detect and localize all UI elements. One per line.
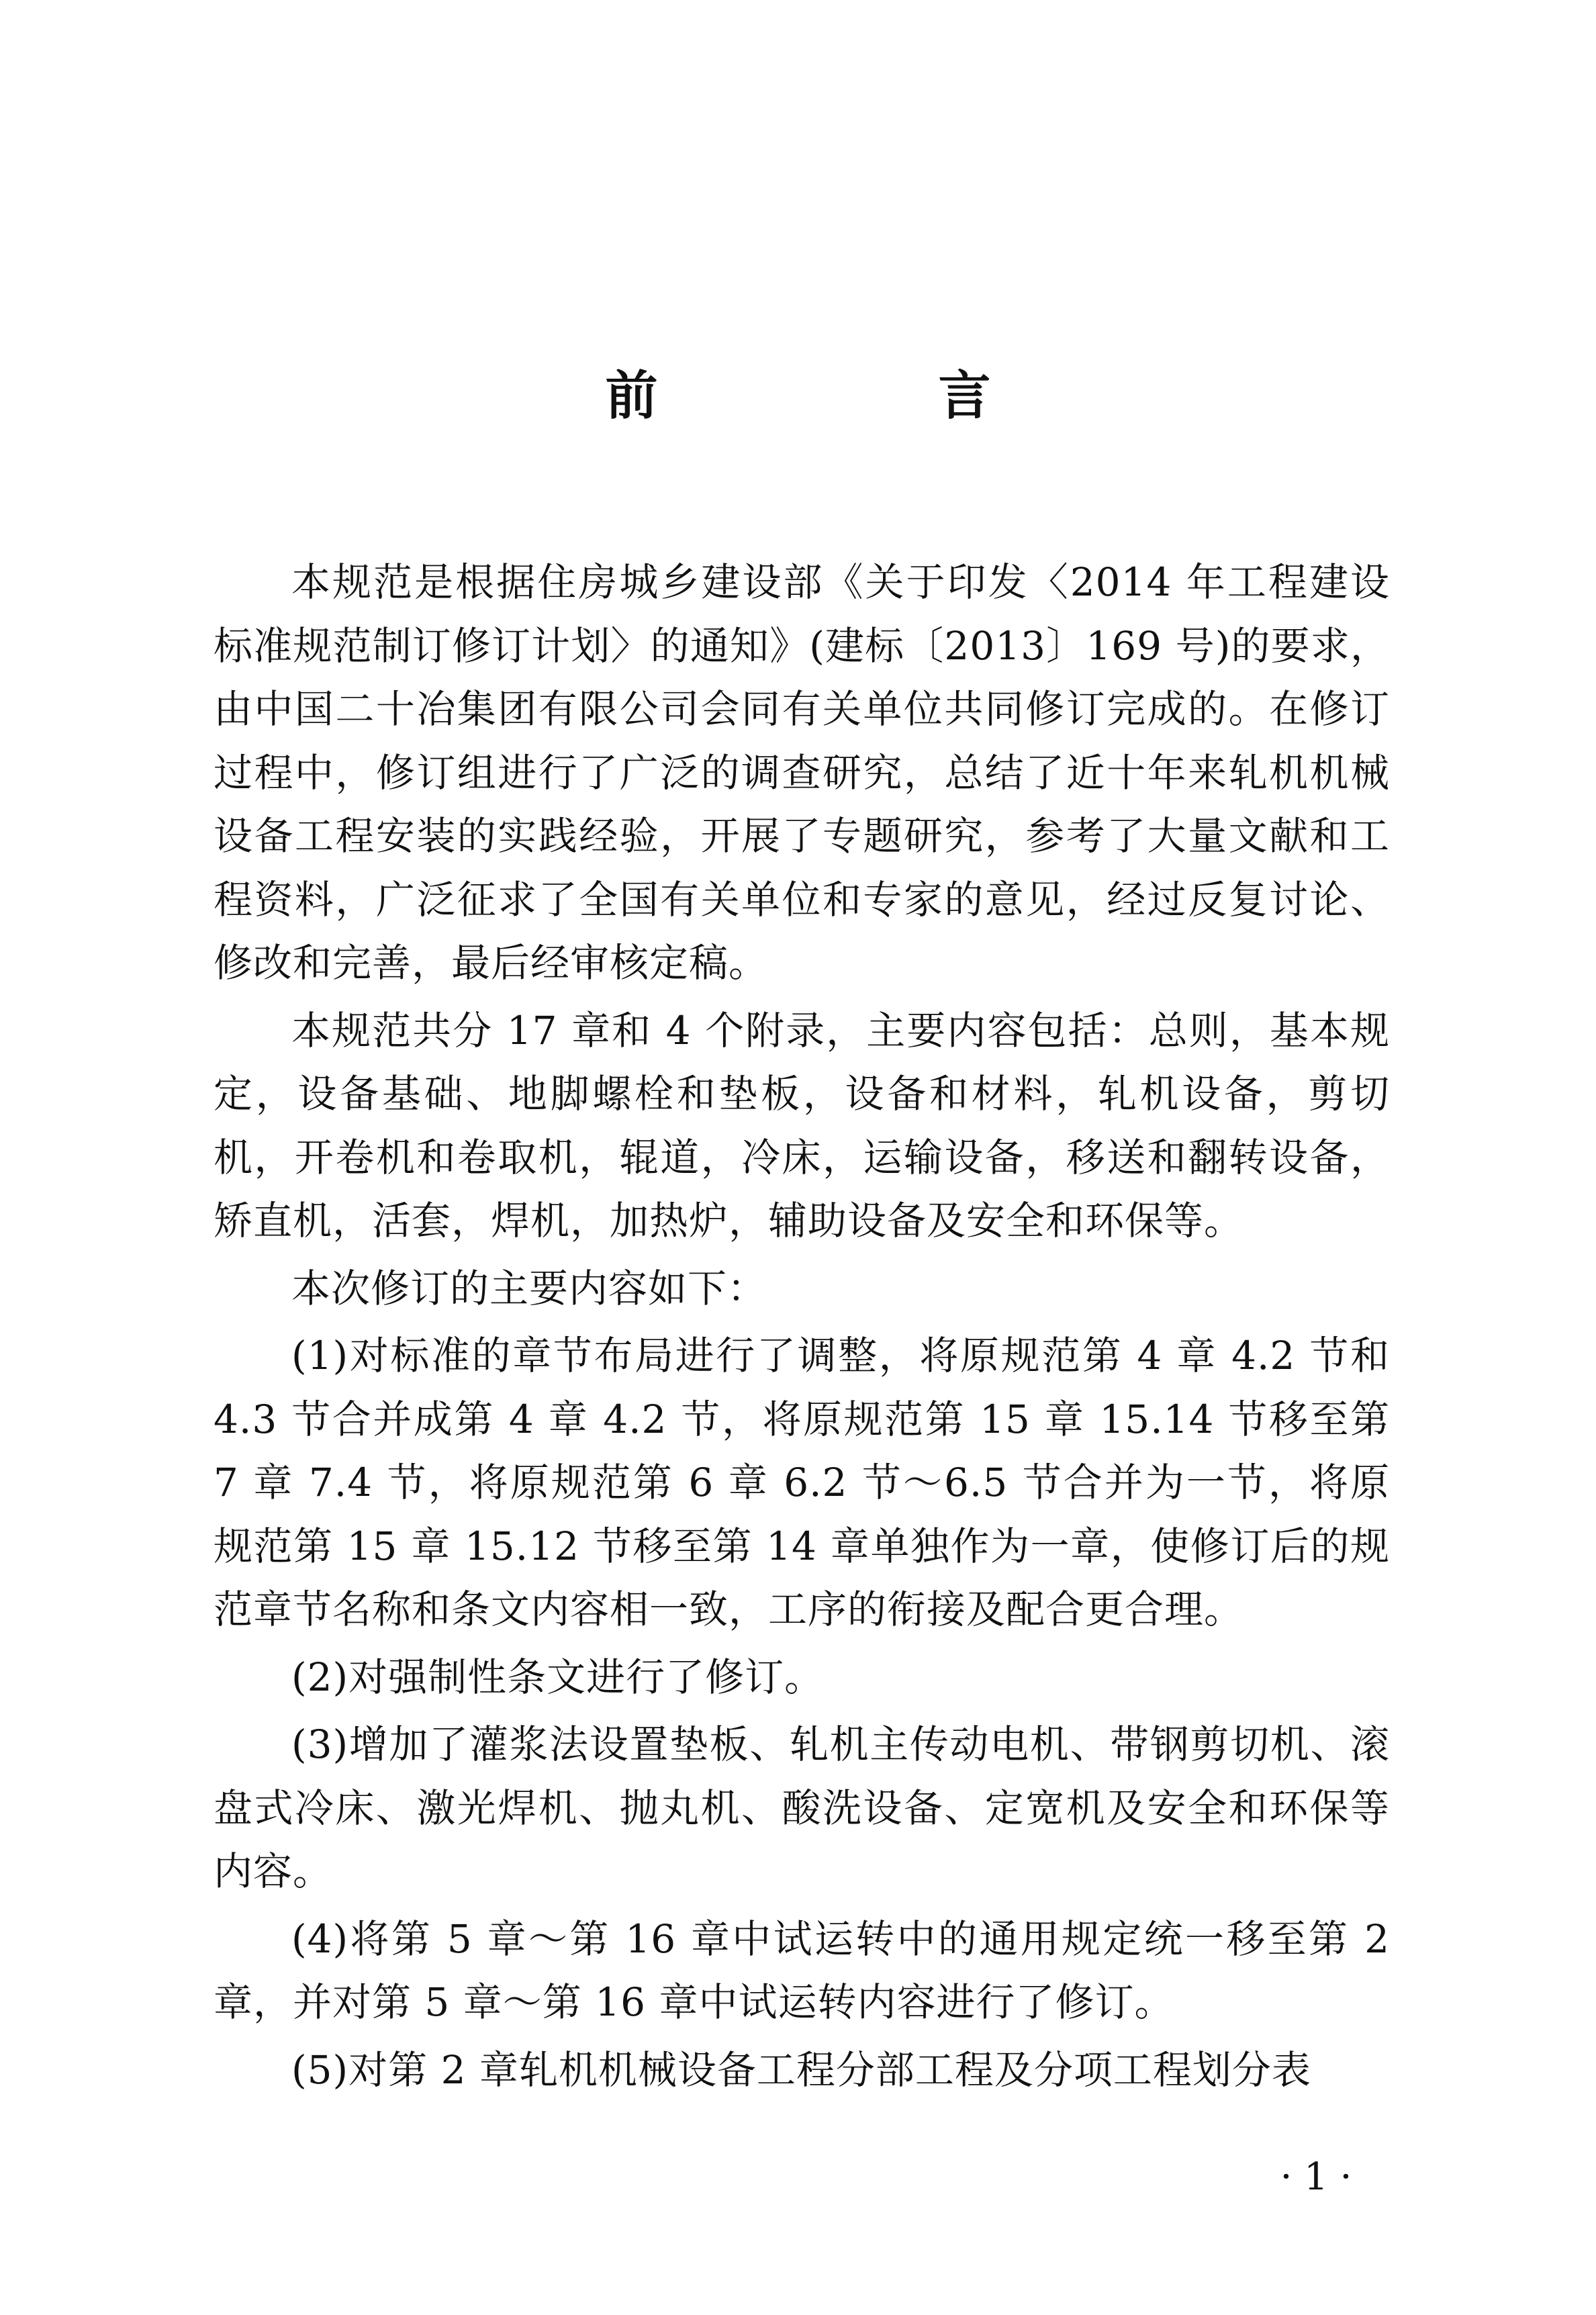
paragraph: (4)将第 5 章～第 16 章中试运转中的通用规定统一移至第 2 章，并对第 5 章～第 16 章中试运转内容进行了修订。 <box>214 1916 1390 2025</box>
paragraph: 本次修订的主要内容如下： <box>291 1265 767 1311</box>
page-number: · 1 · <box>1280 2155 1352 2199</box>
paragraph: (3)增加了灌浆法设置垫板、轧机主传动电机、带钢剪切机、滚盘式冷床、激光焊机、抛丸机、酸洗设备、定宽机及安全和环保等内容。 <box>214 1721 1390 1894</box>
page-title: 前 言 <box>605 366 1105 426</box>
foreword-body <box>214 551 1390 2106</box>
paragraph: 本规范共分 17 章和 4 个附录，主要内容包括：总则，基本规定，设备基础、地脚螺栓和垫板，设备和材料，轧机设备，剪切机，开卷机和卷取机，辊道，冷床，运输设备，移送和翻转设备，矫直机，活套，焊机，加热炉，辅助设备及安全和环保等。 <box>214 1007 1390 1243</box>
paragraph: (1)对标准的章节布局进行了调整，将原规范第 4 章 4.2 节和 4.3 节合并成第 4 章 4.2 节，将原规范第 15 章 15.14 节移至第 7 章 7.4 节，将原规范第 6 章 6.2 节～6.5 节合并为一节，将原规范第 15 章 15.12 节移至第 14 章单独作为一章，使修订后的规范章节名称和条文内容相一致，工序的衔接及配合更合理。 <box>214 1333 1390 1632</box>
paragraph: 本规范是根据住房城乡建设部《关于印发〈2014 年工程建设标准规范制订修订计划〉的通知》(建标〔2013〕169 号)的要求，由中国二十冶集团有限公司会同有关单位共同修订完成的。在修订过程中，修订组进行了广泛的调查研究，总结了近十年来轧机机械设备工程安装的实践经验，开展了专题研究，参考了大量文献和工程资料，广泛征求了全国有关单位和专家的意见，经过反复讨论、修改和完善，最后经审核定稿。 <box>214 559 1390 986</box>
paragraph: (5)对第 2 章轧机机械设备工程分部工程及分项工程划分表 <box>291 2046 1311 2093</box>
paragraph: (2)对强制性条文进行了修订。 <box>291 1654 825 1700</box>
